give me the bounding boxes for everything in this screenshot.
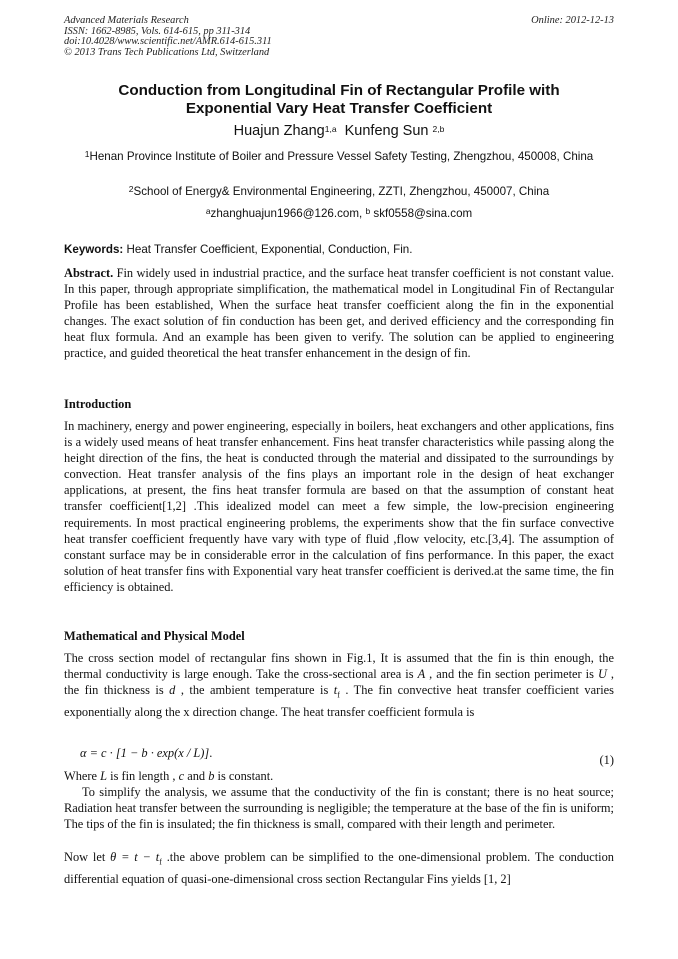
- keywords-text: Heat Transfer Coefficient, Exponential, Conduction, Fin.: [126, 243, 413, 256]
- text-run: is fin length ,: [107, 769, 179, 783]
- affiliation-text: School of Energy& Environmental Engineering, ZZTI, Zhengzhou, 450007, China: [133, 185, 550, 198]
- copyright-line: © 2013 Trans Tech Publications Ltd, Switzerland: [64, 46, 270, 58]
- model-where-line: [64, 768, 614, 784]
- model-paragraph-1: [64, 650, 614, 720]
- variable-U: U: [597, 667, 607, 682]
- text-run: , the ambient temperature is: [175, 683, 334, 698]
- author-list: [60, 122, 618, 140]
- model-paragraph-3: [64, 849, 614, 887]
- title-line-1: Conduction from Longitudinal Fin of Rectangular Profile with: [118, 82, 560, 99]
- email-sup: b: [365, 206, 371, 216]
- affiliation-text: Henan Province Institute of Boiler and Pressure Vessel Safety Testing, Zhengzhou, 450008, China: [89, 150, 594, 163]
- abstract-label: Abstract.: [64, 266, 114, 280]
- variable-A: A: [417, 667, 426, 682]
- subscript-f: f: [159, 857, 162, 867]
- introduction-paragraph: In machinery, energy and power engineering, especially in boilers, heat exchangers and other applications, fins is a widely used means of heat transfer enhancement. Fins heat transfer characteristics while passing along the height direction of the fins, the heat is conducted through the material and dissipated to the surroundings by convection. Heat transfer analysis of the fins plays an important role in the design of heat exchanger applications, at present, the fins heat transfer formula are based on that the assumption of constant heat transfer coefficient[1,2] .This idealized model can meet a few simple, the low-precision engineering requirements. In most practical engineering problems, the experiments show that the fin surface convective heat transfer coefficient frequently have vary with type of fluid ,flow velocity, etc.[3,4]. The assumption of constant surface may be in considerable error in the calculation of fins performance. In this paper, the exact solution of heat transfer fins with Exponential vary heat transfer coefficient is derived.at the same time, the fin efficiency is obtained.: [64, 419, 614, 594]
- text-run: , the fin thickness is: [64, 667, 614, 698]
- text-run: and: [184, 769, 209, 783]
- issn-line: ISSN: 1662-8985, Vols. 614-615, pp 311-314: [64, 25, 251, 37]
- abstract-text: Fin widely used in industrial practice, and the surface heat transfer coefficient is not constant value. In this paper, through appropriate simplification, the mathematical model in Longitudinal Fin of Rectangular Profile has been established, When the surface heat transfer coefficient along the fin in the exponential changes. The exact solution of fin conduction has been get, and derived efficiency and the corresponding fin heat flux formula. And an example has been given to verify. The solution can be applied to engineering practice, and guided theoretical the heat transfer enhancement in the design of fin.: [64, 266, 614, 361]
- affiliation-1: [62, 149, 616, 165]
- variable-L: L: [100, 769, 108, 783]
- email-line: [62, 206, 616, 221]
- subscript-f: f: [337, 690, 340, 700]
- journal-header: [64, 16, 272, 58]
- equation-period: .: [209, 746, 213, 760]
- author-name: Huajun Zhang: [233, 123, 325, 139]
- author-name: Kunfeng Sun: [344, 123, 429, 139]
- paper-title: [60, 82, 618, 118]
- variable-b: b: [208, 769, 215, 783]
- affiliation-sup: 1: [84, 149, 90, 159]
- abstract: [64, 265, 614, 362]
- affiliation-2: [62, 184, 616, 200]
- online-date: Online: 2012-12-13: [531, 15, 614, 26]
- equation-1: [80, 745, 212, 761]
- model-paragraph-2: To simplify the analysis, we assume that the conductivity of the fin is constant; there is no heat source; Radiation heat transfer between the surrounding is negligible; the temperature at the base of the fin is uniform; The tips of the fin is insulated; the fin thickness is small, compared with their length and perimeter.: [64, 785, 614, 832]
- text-run: .the above problem can be simplified to the one-dimensional problem. The conduction differential equation of quasi-one-dimensional cross section Rectangular Fins yields [1, 2]: [64, 850, 615, 886]
- equation-formula: α = c · [1 − b · exp(x / L)]: [80, 746, 210, 760]
- text-run: Now let: [64, 850, 111, 864]
- doi-line: doi:10.4028/www.scientific.net/AMR.614-615.311: [64, 36, 272, 48]
- text-run: The cross section model of rectangular fins shown in Fig.1, It is assumed that the fin is thin enough, the thermal conductivity is large enough. Take the cross-sectional area is: [64, 651, 614, 682]
- email-link[interactable]: skf0558@sina.com: [373, 207, 473, 220]
- variable-tf: t: [333, 683, 338, 698]
- section-heading-model: Mathematical and Physical Model: [64, 629, 245, 643]
- journal-name: Advanced Materials Research: [64, 15, 189, 26]
- title-line-2: Exponential Vary Heat Transfer Coefficient: [185, 100, 493, 117]
- author-sup: 2,b: [432, 124, 445, 134]
- theta-formula: θ = t − t: [110, 850, 160, 864]
- section-heading-introduction: Introduction: [64, 397, 132, 411]
- author-sup: 1,a: [324, 124, 337, 134]
- variable-c: c: [178, 769, 185, 783]
- text-run: , and the fin section perimeter is: [425, 667, 598, 682]
- text-run: . The fin convective heat transfer coefficient varies exponentially along the x direction change. The heat transfer coefficient formula is: [64, 683, 614, 719]
- equation-number: (1): [599, 753, 614, 767]
- text-run: Where: [64, 769, 101, 783]
- keywords: [64, 242, 614, 257]
- email-link[interactable]: zhanghuajun1966@126.com,: [210, 207, 363, 220]
- affiliation-sup: 2: [128, 184, 134, 194]
- keywords-label: Keywords:: [64, 243, 124, 256]
- variable-d: d: [169, 683, 176, 698]
- text-run: is constant.: [214, 769, 274, 783]
- email-sup: a: [205, 206, 211, 216]
